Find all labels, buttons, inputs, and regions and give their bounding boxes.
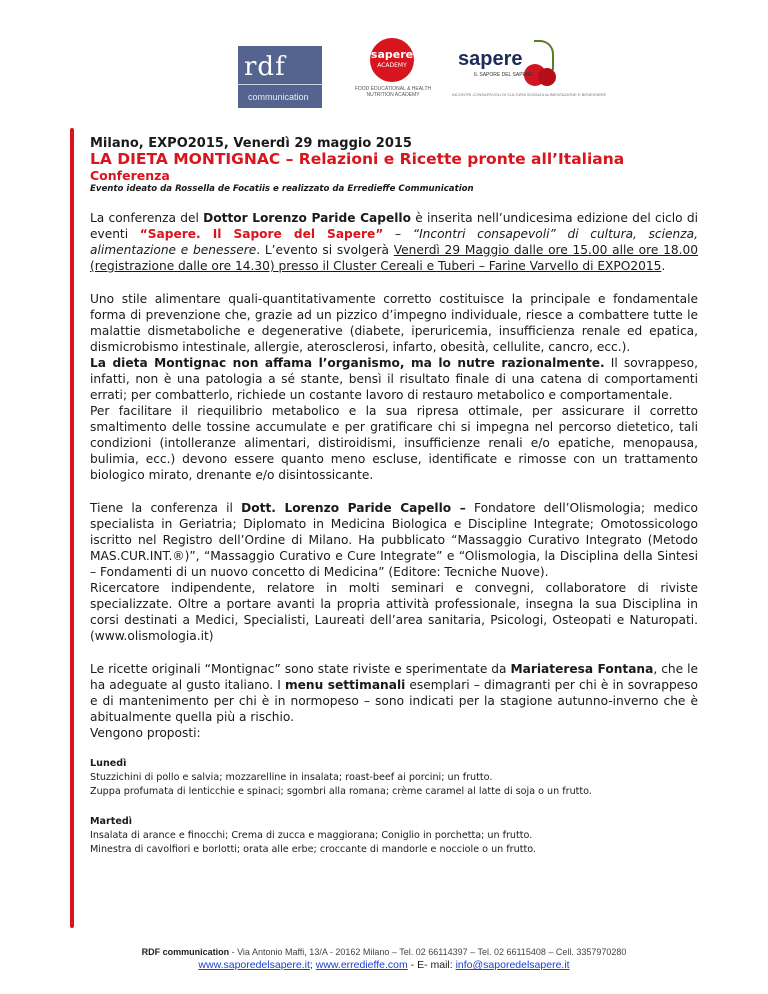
text-run: Ricercatore indipendente, relatore in molti seminari e convegni, collaboratore di riviste specializzate. Oltre a portare avanti la propria attività professionale, insegna la sua Disciplina in corsi destinati a Medici, Specialisti, Laureati dell’area sanitaria, Psicologi, Osteopati e Naturopati. (www.olismologia.it) [90, 581, 698, 643]
speaker-name: Dottor Lorenzo Paride Capello [203, 211, 411, 225]
text-run: – [383, 227, 413, 241]
event-series-name: “Sapere. Il Sapore del Sapere” [139, 227, 384, 241]
text-run: La conferenza del [90, 211, 204, 225]
menu-day [90, 815, 698, 857]
sapere-logo-word: sapere [458, 48, 523, 70]
cherry-icon [538, 68, 556, 86]
diet-statement: La dieta Montignac non affama l’organismo, ma lo nutre razionalmente. [90, 356, 605, 370]
chef-name: Mariateresa Fontana [510, 662, 654, 676]
text-run: è inserita nell’undicesima edizione del ciclo di eventi [90, 211, 698, 241]
menu-line: Zuppa profumata di lenticchie e spinaci; sgombri alla romana; crème caramel al latte di soja o un frutto. [90, 786, 592, 797]
page-title: LA DIETA MONTIGNAC – Relazioni e Ricette pronte all’Italiana [90, 150, 625, 168]
rdf-logo-sub: communication [248, 92, 309, 102]
text-run: Il sovrappeso, infatti, non è una patologia a sé stante, bensì il risultato finale di una catena di comportamenti errati; per combatterlo, richiede un costante lavoro di restauro metabolico e comportamentale. [90, 356, 698, 402]
dateline: Milano, EXPO2015, Venerdì 29 maggio 2015 [90, 136, 412, 151]
text-run: esemplari – dimagranti per chi è in sovrappeso e di mantenimento per chi è in normopeso – sono indicati per la stagione autunno-inverno che è abitualmente quella più a rischio. [90, 678, 698, 724]
event-schedule: Venerdì 29 Maggio dalle ore 15.00 alle ore 18.00 (registrazione dalle ore 14.30) presso il Cluster Cereali e Tuberi – Farine Varvello di EXPO2015 [90, 243, 698, 273]
text-run: Per facilitare il riequilibrio metabolico e la sua ripresa ottimale, per assicurare il corretto smaltimento delle tossine accumulate e per gratificare chi si impegna nel percorso dietetico, tali condizioni (intolleranze alimentari, distiroidismi, insufficienze renali e/o epatiche, menopausa, bulimia, ecc.) devono essere quanto meno escluse, identificate e rimosse con un trattamento biologico mirato, drenante e/o disintossicante. [90, 404, 698, 482]
academy-logo-sub: ACADEMY [377, 62, 407, 69]
sapere-logo-caption: INCONTRI CONSAPEVOLI DI CULTURA SCIENZA ALIMENTAZIONE E BENESSERE [452, 92, 607, 97]
website-link[interactable]: www.erredieffe.com [315, 959, 408, 971]
email-link[interactable]: info@saporedelsapere.it [455, 959, 570, 971]
speaker-name: Dott. Lorenzo Paride Capello – [241, 501, 466, 515]
text-run: Uno stile alimentare quali-quantitativamente corretto costituisce la principale e fondamentale forma di prevenzione che, grazie ad un pizzico d’impegno individuale, riesce a combattere tutte le malattie dismetaboliche e degenerative (diabete, iperuricemia, insufficienza renale ed epatica, dismicrobismo intestinale, allergie, aterosclerosi, infarto, obesità, cellulite, cancro, ecc.). [90, 292, 698, 354]
text-run: . L’evento si svolgerà [256, 243, 394, 257]
menu-line: Insalata di arance e finocchi; Crema di zucca e maggiorana; Coniglio in porchetta; un frutto. [90, 830, 533, 841]
menu-day-title: Lunedì [90, 758, 127, 769]
recipes-paragraph [90, 661, 698, 741]
diet-paragraph [90, 291, 698, 483]
menu-line: Stuzzichini di pollo e salvia; mozzarelline in insalata; roast-beef ai porcini; un frutto. [90, 772, 493, 783]
speaker-paragraph [90, 500, 698, 644]
footer-address: - Via Antonio Maffi, 13/A - 20162 Milano – Tel. 02 66114397 – Tel. 02 66115408 – Cell. 3357970280 [229, 947, 627, 957]
text-run: Tiene la conferenza il [90, 501, 242, 515]
event-credits: Evento ideato da Rossella de Focatiis e realizzato da Erredieffe Communication [90, 184, 474, 194]
academy-logo-word: sapere [370, 48, 414, 61]
sapere-logo [452, 40, 607, 106]
document-body [90, 136, 698, 857]
academy-red-circle-icon [370, 38, 414, 82]
left-accent-bar [70, 128, 74, 928]
text-run: . [661, 259, 666, 273]
menu-line: Minestra di cavolfiori e borlotti; orata alle erbe; croccante di mandorle e nocciole o un frutto. [90, 844, 536, 855]
website-link[interactable]: www.saporedelsapere.it [198, 959, 310, 971]
text-run: Vengono proposti: [90, 726, 201, 740]
rdf-logo-word: rdf [244, 52, 286, 82]
sapere-logo-tagline: IL SAPORE DEL SAPERE [474, 72, 533, 78]
academy-logo-caption: FOOD EDUCATIONAL & HEALTH NUTRITION ACADEMY [354, 86, 432, 98]
footer-address-line [0, 946, 768, 958]
menu-highlight: menu settimanali [284, 678, 406, 692]
text-run: Fondatore dell’Olismologia; medico specialista in Geriatria; Diplomato in Medicina Biologica e Discipline Integrate; Omotossicologo iscritto nel Registro dell’Ordine di Milano. Ha pubblicato “Massaggio Curativo Integrato (Metodo MAS.CUR.INT.®)”, “Massaggio Curativo e Cure Integrate” e “Olismologia, la Disciplina della Sintesi – Fondamenti di un nuovo concetto di Medicina” (Editore: Tecniche Nuove). [90, 501, 698, 579]
menu-day [90, 757, 698, 799]
text-run: , che le ha adeguate al gusto italiano. I [90, 662, 698, 692]
footer-links-line [0, 958, 768, 972]
intro-paragraph [90, 210, 698, 274]
text-run: Le ricette originali “Montignac” sono state riviste e sperimentate da [90, 662, 511, 676]
event-series-tagline: “Incontri consapevoli” di cultura, scienza, alimentazione e benessere [90, 227, 698, 257]
sapere-academy-logo [352, 36, 434, 108]
rdf-logo-divider [238, 84, 322, 85]
text-run: ; [309, 959, 316, 971]
page-subtitle: Conferenza [90, 168, 170, 183]
menu-day-title: Martedì [90, 816, 133, 827]
rdf-logo [238, 46, 322, 108]
footer-company: RDF communication [141, 947, 230, 957]
logo-strip [0, 36, 768, 106]
page-footer [0, 946, 768, 972]
email-label: - E- mail: [407, 959, 456, 971]
